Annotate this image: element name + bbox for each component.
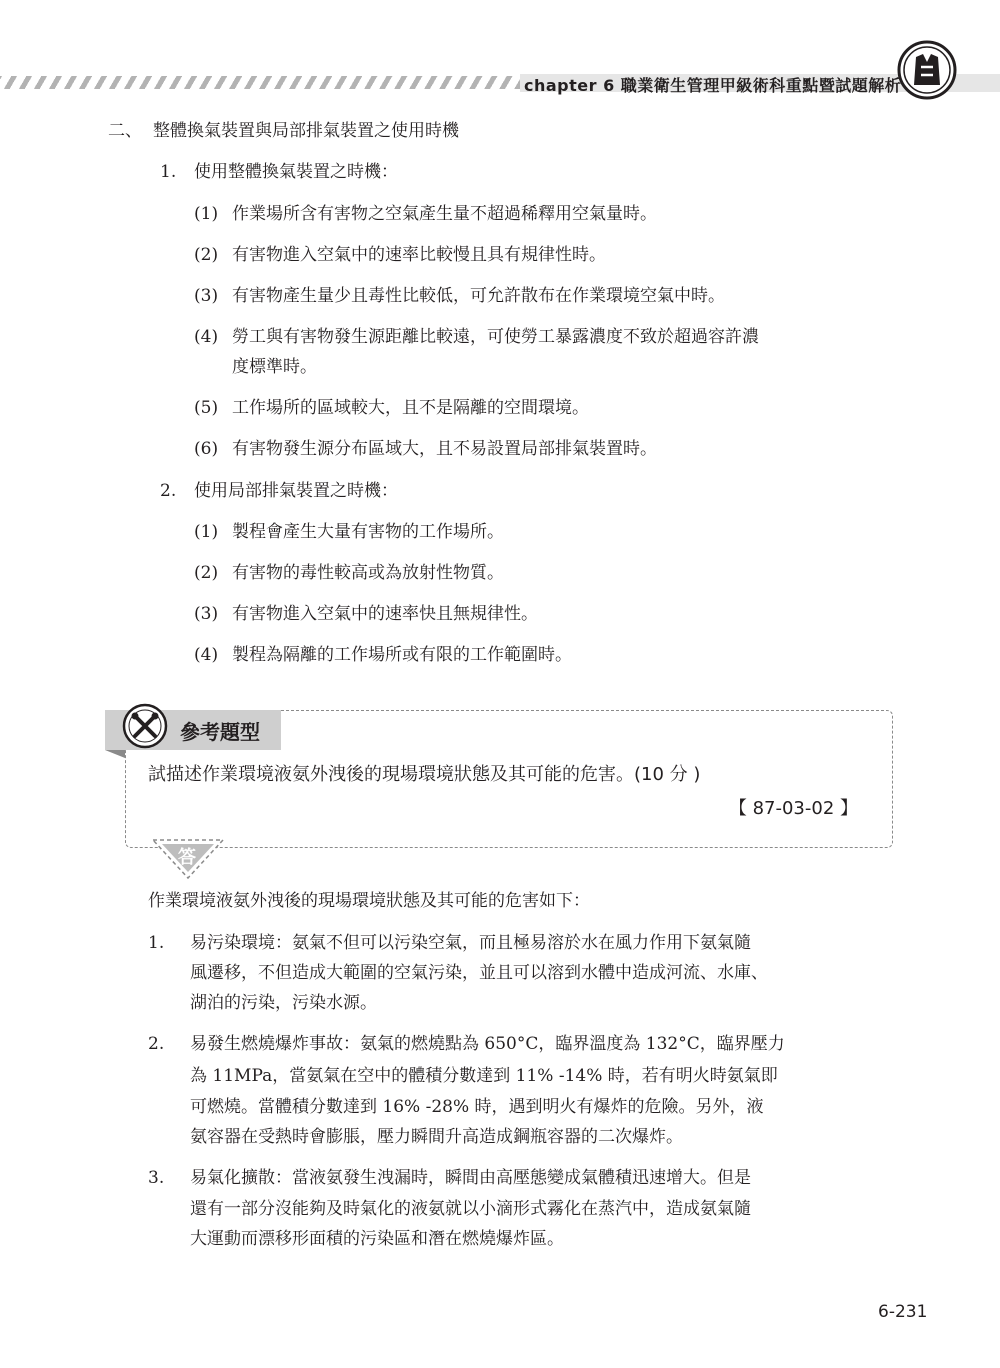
answer-line: 易氣化擴散：當液氨發生洩漏時，瞬間由高壓態變成氣體積迅速增大。但是 — [190, 1168, 751, 1188]
reference-tab-fold — [105, 750, 125, 758]
safety-vest-icon — [897, 40, 957, 100]
point-text: 製程為隔離的工作場所或有限的工作範圍時。 — [232, 645, 572, 665]
header-stripes — [0, 76, 520, 89]
section-heading: 整體換氣裝置與局部排氣裝置之使用時機 — [153, 121, 459, 141]
question-text: 試描述作業環境液氨外洩後的現場環境狀態及其可能的危害。(10 分 ) — [148, 764, 701, 785]
point-text: 有害物進入空氣中的速率快且無規律性。 — [232, 604, 538, 624]
item-title: 使用局部排氣裝置之時機： — [194, 481, 398, 501]
point-text: 有害物進入空氣中的速率比較慢且具有規律性時。 — [232, 245, 606, 265]
point-number: (1) — [194, 204, 219, 224]
point-number: (2) — [194, 245, 219, 265]
point-text: 有害物產生量少且毒性比較低，可允許散布在作業環境空氣中時。 — [232, 286, 725, 306]
answer-badge-label: 答 — [178, 847, 196, 868]
point-number: (6) — [194, 439, 219, 459]
point-number: (2) — [194, 563, 219, 583]
answer-badge — [152, 838, 224, 880]
answer-line: 易污染環境：氨氣不但可以污染空氣，而且極易溶於水在風力作用下氨氣隨 — [190, 933, 751, 953]
answer-line: 湖泊的污染，污染水源。 — [190, 993, 377, 1013]
tools-icon — [121, 702, 169, 750]
reference-label: 參考題型 — [180, 720, 260, 744]
point-number: (3) — [194, 604, 219, 624]
page-number: 6-231 — [878, 1302, 928, 1322]
answer-item-number: 3. — [148, 1168, 165, 1188]
answer-intro: 作業環境液氨外洩後的現場環境狀態及其可能的危害如下： — [148, 891, 590, 911]
item-number: 1. — [160, 162, 177, 182]
answer-line: 大運動而漂移形面積的污染區和潛在燃燒爆炸區。 — [190, 1229, 564, 1249]
question-code: 【 87-03-02 】 — [728, 798, 858, 819]
answer-item-number: 2. — [148, 1034, 165, 1054]
point-text: 製程會產生大量有害物的工作場所。 — [232, 522, 504, 542]
running-header — [0, 66, 1000, 98]
chapter-title: chapter 6 職業衛生管理甲級術科重點暨試題解析 — [524, 76, 902, 95]
answer-line: 為 11MPa，當氨氣在空中的體積分數達到 11% -14% 時，若有明火時氨氣即 — [190, 1066, 778, 1086]
point-text: 工作場所的區域較大，且不是隔離的空間環境。 — [232, 398, 589, 418]
answer-line: 可燃燒。當體積分數達到 16% -28% 時，遇到明火有爆炸的危險。另外，液 — [190, 1097, 764, 1117]
point-text-continued: 度標準時。 — [232, 357, 317, 377]
point-number: (1) — [194, 522, 219, 542]
point-text: 作業場所含有害物之空氣產生量不超過稀釋用空氣量時。 — [232, 204, 657, 224]
point-text: 有害物發生源分布區域大，且不易設置局部排氣裝置時。 — [232, 439, 657, 459]
answer-item-number: 1. — [148, 933, 165, 953]
point-number: (4) — [194, 645, 219, 665]
point-text: 有害物的毒性較高或為放射性物質。 — [232, 563, 504, 583]
item-number: 2. — [160, 481, 177, 501]
point-number: (5) — [194, 398, 219, 418]
answer-line: 還有一部分沒能夠及時氣化的液氨就以小滴形式霧化在蒸汽中，造成氨氣隨 — [190, 1199, 751, 1219]
answer-line: 氨容器在受熱時會膨脹，壓力瞬間升高造成鋼瓶容器的二次爆炸。 — [190, 1127, 683, 1147]
point-number: (3) — [194, 286, 219, 306]
answer-line: 風遷移，不但造成大範圍的空氣污染，並且可以溶到水體中造成河流、水庫、 — [190, 963, 768, 983]
point-text: 勞工與有害物發生源距離比較遠，可使勞工暴露濃度不致於超過容許濃 — [232, 327, 759, 347]
answer-line: 易發生燃燒爆炸事故：氨氣的燃燒點為 650°C，臨界溫度為 132°C，臨界壓力 — [190, 1034, 785, 1054]
section-number: 二、 — [108, 121, 142, 141]
item-title: 使用整體換氣裝置之時機： — [194, 162, 398, 182]
point-number: (4) — [194, 327, 219, 347]
